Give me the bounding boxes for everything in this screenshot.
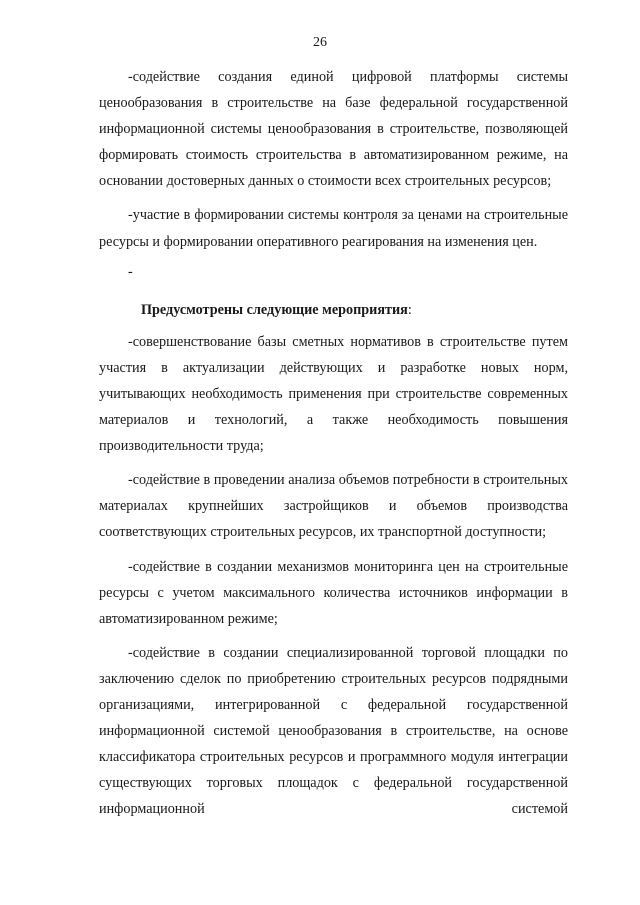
- paragraph-estimate-norms: -совершенствование базы сметных нормативов в строительстве путем участия в актуализации действующих и разработке новых норм, учитывающих необходимость применения при строительстве современных материалов и технологий, а также необходимость повышения производительности труда;: [99, 333, 568, 455]
- document-body: [99, 64, 568, 830]
- paragraph-trading-platform: -содействие в создании специализированной торговой площадки по заключению сделок по приобретению строительных ресурсов подрядными организациями, интегрированной с федеральной государственной информационной системой ценообразования в строительстве, на основе классификатора строительных ресурсов и программного модуля интеграции существующих торговых площадок с федеральной государственной информационной системой: [99, 644, 568, 818]
- section-heading-text: Предусмотрены следующие мероприятия: [141, 301, 408, 318]
- paragraph-price-control: -участие в формировании системы контроля за ценами на строительные ресурсы и формировании оперативного реагирования на изменения цен.: [99, 207, 568, 250]
- paragraph-demand-analysis: -содействие в проведении анализа объемов потребности в строительных материалах крупнейших застройщиков и объемов производства соответствующих строительных ресурсов, их транспортной доступности;: [99, 472, 568, 541]
- empty-list-dash: -: [128, 263, 133, 280]
- section-heading: [99, 297, 568, 323]
- section-heading-colon: :: [407, 301, 412, 318]
- page-number: 26: [313, 35, 327, 50]
- paragraph-digital-platform: -содействие создания единой цифровой платформы системы ценообразования в строительстве на базе федеральной государственной информационной системы ценообразования в строительстве, позволяющей формировать стоимость строительства в автоматизированном режиме, на основании достоверных данных о стоимости всех строительных ресурсов;: [99, 69, 568, 190]
- paragraph-price-monitoring: -содействие в создании механизмов мониторинга цен на строительные ресурсы с учетом максимального количества источников информации в автоматизированном режиме;: [99, 558, 568, 627]
